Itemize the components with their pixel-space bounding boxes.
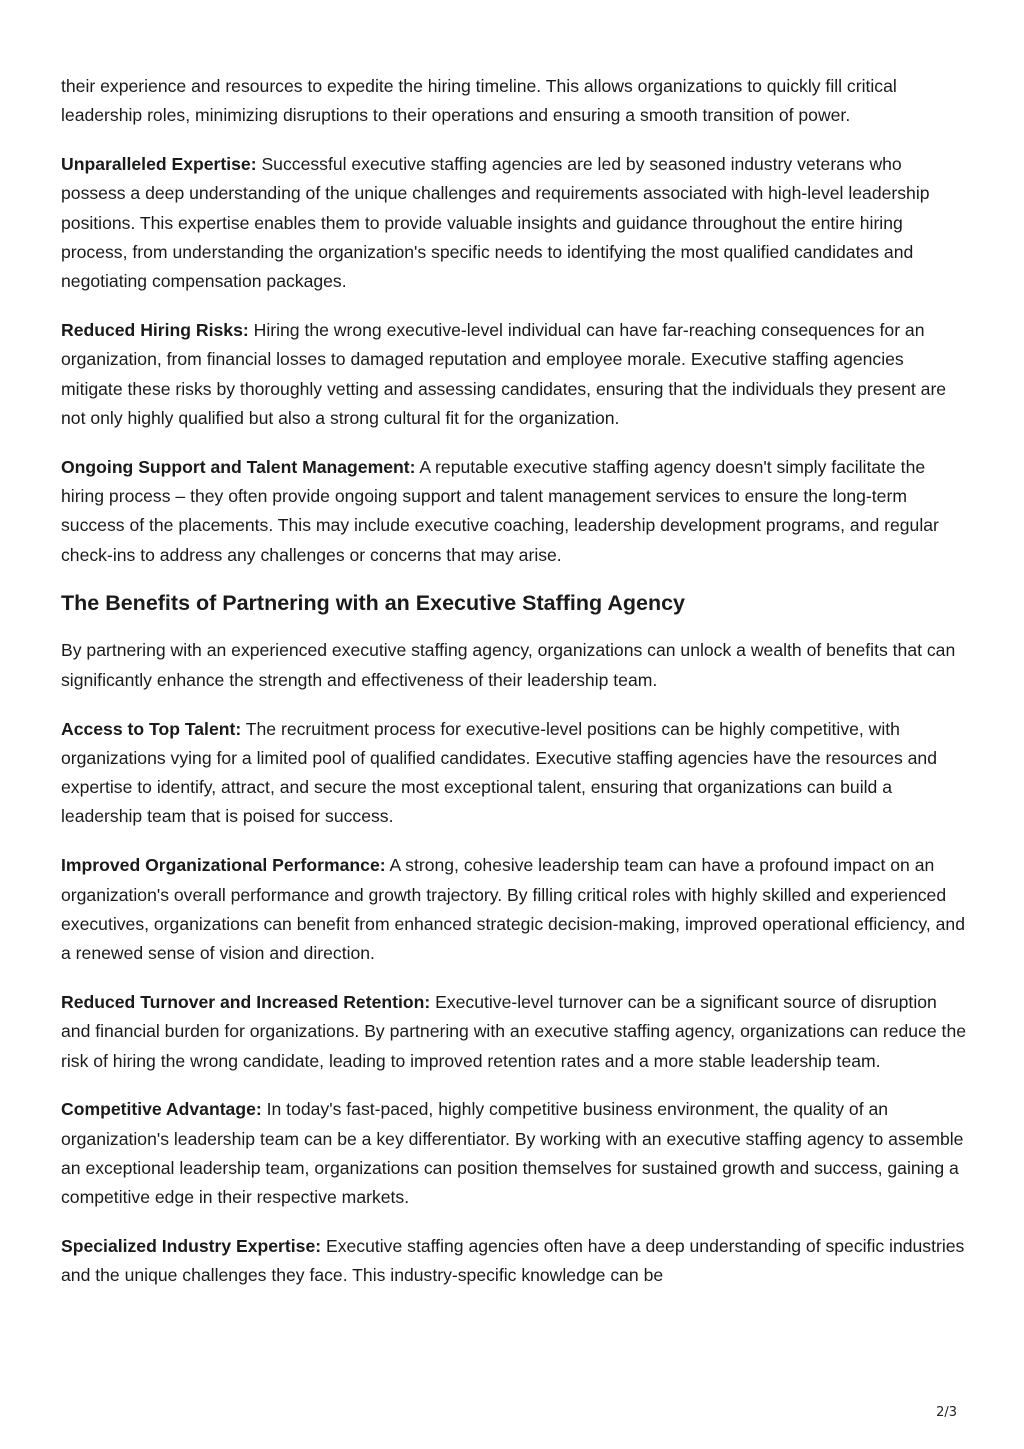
paragraph-improved-performance xyxy=(61,851,966,968)
paragraph-text: Executive staffing agencies often have a deep understanding of specific industries and the unique challenges they face. This industry-specific knowledge can be xyxy=(61,1236,965,1286)
paragraph-text: The recruitment process for executive-level positions can be highly competitive, with organizations vying for a limited pool of qualified candidates. Executive staffing agencies have the resources and expertise to identify, attract, and secure the most exceptional talent, ensuring that organizations can build a leadership team that is poised for success. xyxy=(61,718,937,827)
paragraph-lead: Reduced Hiring Risks: xyxy=(61,320,249,341)
paragraph-competitive-advantage xyxy=(61,1095,966,1212)
paragraph-lead: Access to Top Talent: xyxy=(61,718,242,739)
paragraph-access-to-top-talent xyxy=(61,715,966,832)
section-heading: The Benefits of Partnering with an Executive Staffing Agency xyxy=(61,591,686,616)
paragraph-text: A reputable executive staffing agency doesn't simply facilitate the hiring process – they often provide ongoing support and talent management services to ensure the long-term success of the placements. This may include executive coaching, leadership development programs, and regular check-ins to address any challenges or concerns that may arise. xyxy=(61,456,939,565)
paragraph-text: A strong, cohesive leadership team can have a profound impact on an organization's overall performance and growth trajectory. By filling critical roles with highly skilled and experienced executives, organizations can benefit from enhanced strategic decision-making, improved operational efficiency, and a renewed sense of vision and direction. xyxy=(61,855,965,964)
paragraph-intro-continuation xyxy=(61,72,966,131)
paragraph-text: Successful executive staffing agencies are led by seasoned industry veterans who possess a deep understanding of the unique challenges and requirements associated with high-level leadership positions. This expertise enables them to provide valuable insights and guidance throughout the entire hiring process, from understanding the organization's specific needs to identifying the most qualified candidates and negotiating compensation packages. xyxy=(61,154,930,292)
paragraph-text: In today's fast-paced, highly competitive business environment, the quality of an organization's leadership team can be a key differentiator. By working with an executive staffing agency to assemble an exceptional leadership team, organizations can position themselves for sustained growth and success, gaining a competitive edge in their respective markets. xyxy=(61,1099,964,1208)
paragraph-text: their experience and resources to expedite the hiring timeline. This allows organizations to quickly fill critical leadership roles, minimizing disruptions to their operations and ensuring a smooth transition of power. xyxy=(61,76,897,126)
document-body xyxy=(61,72,966,1310)
paragraph-ongoing-support xyxy=(61,453,966,570)
paragraph-specialized-industry-expertise xyxy=(61,1232,966,1291)
paragraph-text: Executive-level turnover can be a significant source of disruption and financial burden for organizations. By partnering with an executive staffing agency, organizations can reduce the risk of hiring the wrong candidate, leading to improved retention rates and a more stable leadership team. xyxy=(61,991,967,1071)
paragraph-lead: Improved Organizational Performance: xyxy=(61,855,386,876)
paragraph-reduced-hiring-risks xyxy=(61,316,966,433)
paragraph-lead: Reduced Turnover and Increased Retention: xyxy=(61,991,431,1012)
paragraph-lead: Unparalleled Expertise: xyxy=(61,154,257,175)
paragraph-benefits-intro xyxy=(61,636,966,695)
paragraph-lead: Specialized Industry Expertise: xyxy=(61,1236,322,1256)
paragraph-reduced-turnover xyxy=(61,988,966,1076)
paragraph-unparalleled-expertise xyxy=(61,150,966,296)
paragraph-lead: Competitive Advantage: xyxy=(61,1099,262,1120)
paragraph-lead: Ongoing Support and Talent Management: xyxy=(61,456,416,477)
page-number: 2/3 xyxy=(936,1405,957,1420)
paragraph-text: By partnering with an experienced executive staffing agency, organizations can unlock a wealth of benefits that can significantly enhance the strength and effectiveness of their leadership team. xyxy=(61,640,956,690)
paragraph-text: Hiring the wrong executive-level individual can have far-reaching consequences for an organization, from financial losses to damaged reputation and employee morale. Executive staffing agencies mitigate these risks by thoroughly vetting and assessing candidates, ensuring that the individuals they present are not only highly qualified but also a strong cultural fit for the organization. xyxy=(61,320,947,428)
